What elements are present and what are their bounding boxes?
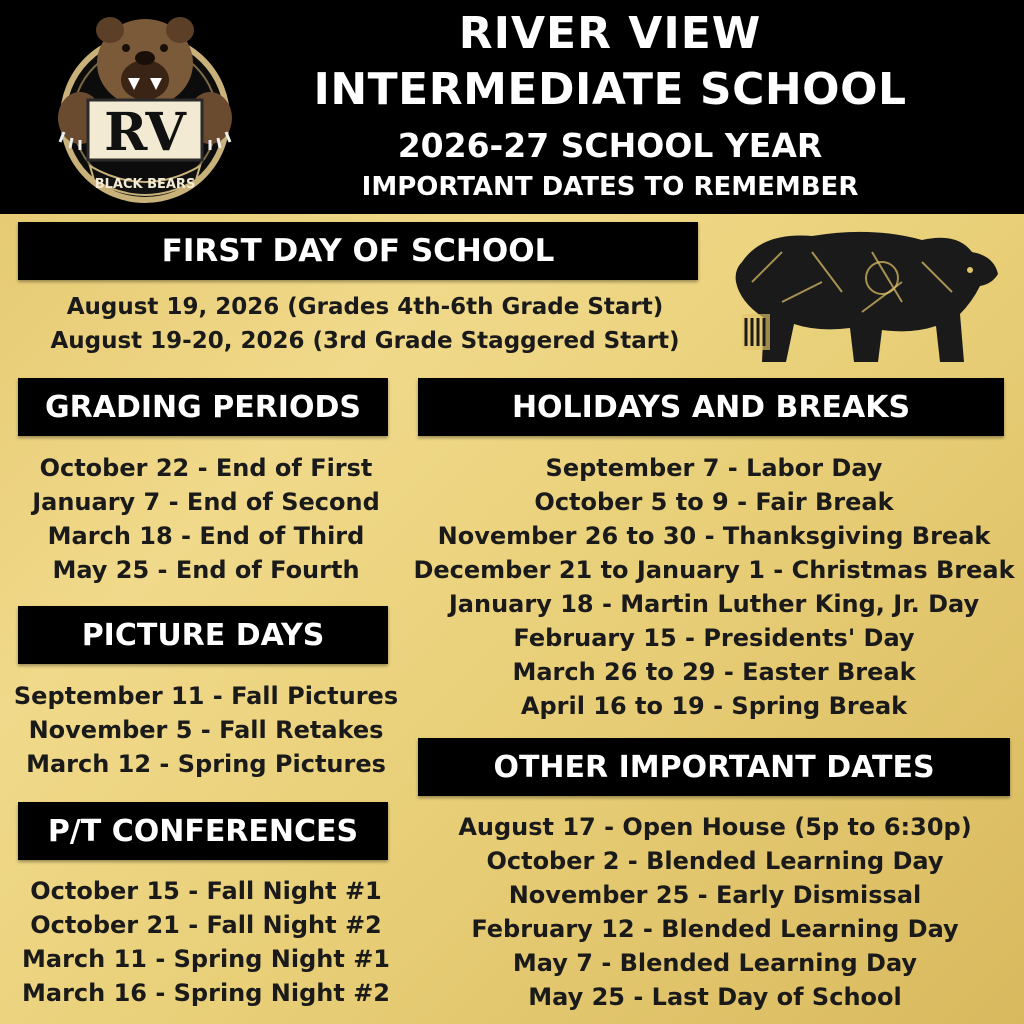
grading-periods-list (8, 451, 404, 587)
list-item: March 16 - Spring Night #2 (21, 979, 390, 1007)
patriotic-bear-silhouette-icon (722, 222, 1004, 368)
list-item: December 21 to January 1 - Christmas Break (413, 556, 1015, 584)
list-item: May 7 - Blended Learning Day (512, 949, 918, 977)
first-day-heading: FIRST DAY OF SCHOOL (18, 222, 698, 280)
list-item: October 22 - End of First (39, 454, 373, 482)
list-item: October 5 to 9 - Fair Break (534, 488, 894, 516)
list-item: January 7 - End of Second (32, 488, 380, 516)
list-item: August 19, 2026 (Grades 4th-6th Grade Start) (66, 294, 664, 320)
list-item: March 12 - Spring Pictures (26, 750, 386, 778)
list-item: May 25 - Last Day of School (528, 983, 902, 1011)
grading-periods-heading: GRADING PERIODS (18, 378, 388, 436)
list-item: September 11 - Fall Pictures (13, 682, 399, 710)
list-item: October 15 - Fall Night #1 (30, 877, 382, 905)
school-year: 2026-27 SCHOOL YEAR (397, 126, 823, 165)
svg-text:BLACK BEARS: BLACK BEARS (94, 177, 196, 192)
other-dates-heading: OTHER IMPORTANT DATES (418, 738, 1010, 796)
page-subtitle: IMPORTANT DATES TO REMEMBER (361, 172, 859, 202)
list-item: November 26 to 30 - Thanksgiving Break (437, 522, 991, 550)
holidays-heading: HOLIDAYS AND BREAKS (418, 378, 1004, 436)
list-item: April 16 to 19 - Spring Break (520, 692, 908, 720)
list-item: February 15 - Presidents' Day (513, 624, 915, 652)
list-item: March 18 - End of Third (47, 522, 365, 550)
list-item: August 17 - Open House (5p to 6:30p) (458, 813, 972, 841)
holidays-list (410, 451, 1018, 723)
conferences-list (8, 874, 404, 1010)
list-item: October 2 - Blended Learning Day (486, 847, 944, 875)
list-item: August 19-20, 2026 (3rd Grade Staggered Start) (50, 328, 680, 354)
picture-days-heading: PICTURE DAYS (18, 606, 388, 664)
school-name-line1: RIVER VIEW (458, 8, 762, 59)
other-dates-list (410, 810, 1020, 1014)
list-item: January 18 - Martin Luther King, Jr. Day (448, 590, 980, 618)
list-item: November 25 - Early Dismissal (508, 881, 922, 909)
conferences-heading: P/T CONFERENCES (18, 802, 388, 860)
svg-text:RV: RV (104, 102, 186, 163)
first-day-list (10, 290, 720, 358)
list-item: February 12 - Blended Learning Day (471, 915, 959, 943)
list-item: September 7 - Labor Day (545, 454, 883, 482)
list-item: May 25 - End of Fourth (52, 556, 360, 584)
header-titles (0, 0, 1024, 214)
list-item: March 26 to 29 - Easter Break (512, 658, 916, 686)
list-item: March 11 - Spring Night #1 (21, 945, 390, 973)
picture-days-list (8, 679, 404, 781)
list-item: November 5 - Fall Retakes (28, 716, 384, 744)
list-item: October 21 - Fall Night #2 (30, 911, 382, 939)
school-name-line2: INTERMEDIATE SCHOOL (313, 64, 907, 115)
